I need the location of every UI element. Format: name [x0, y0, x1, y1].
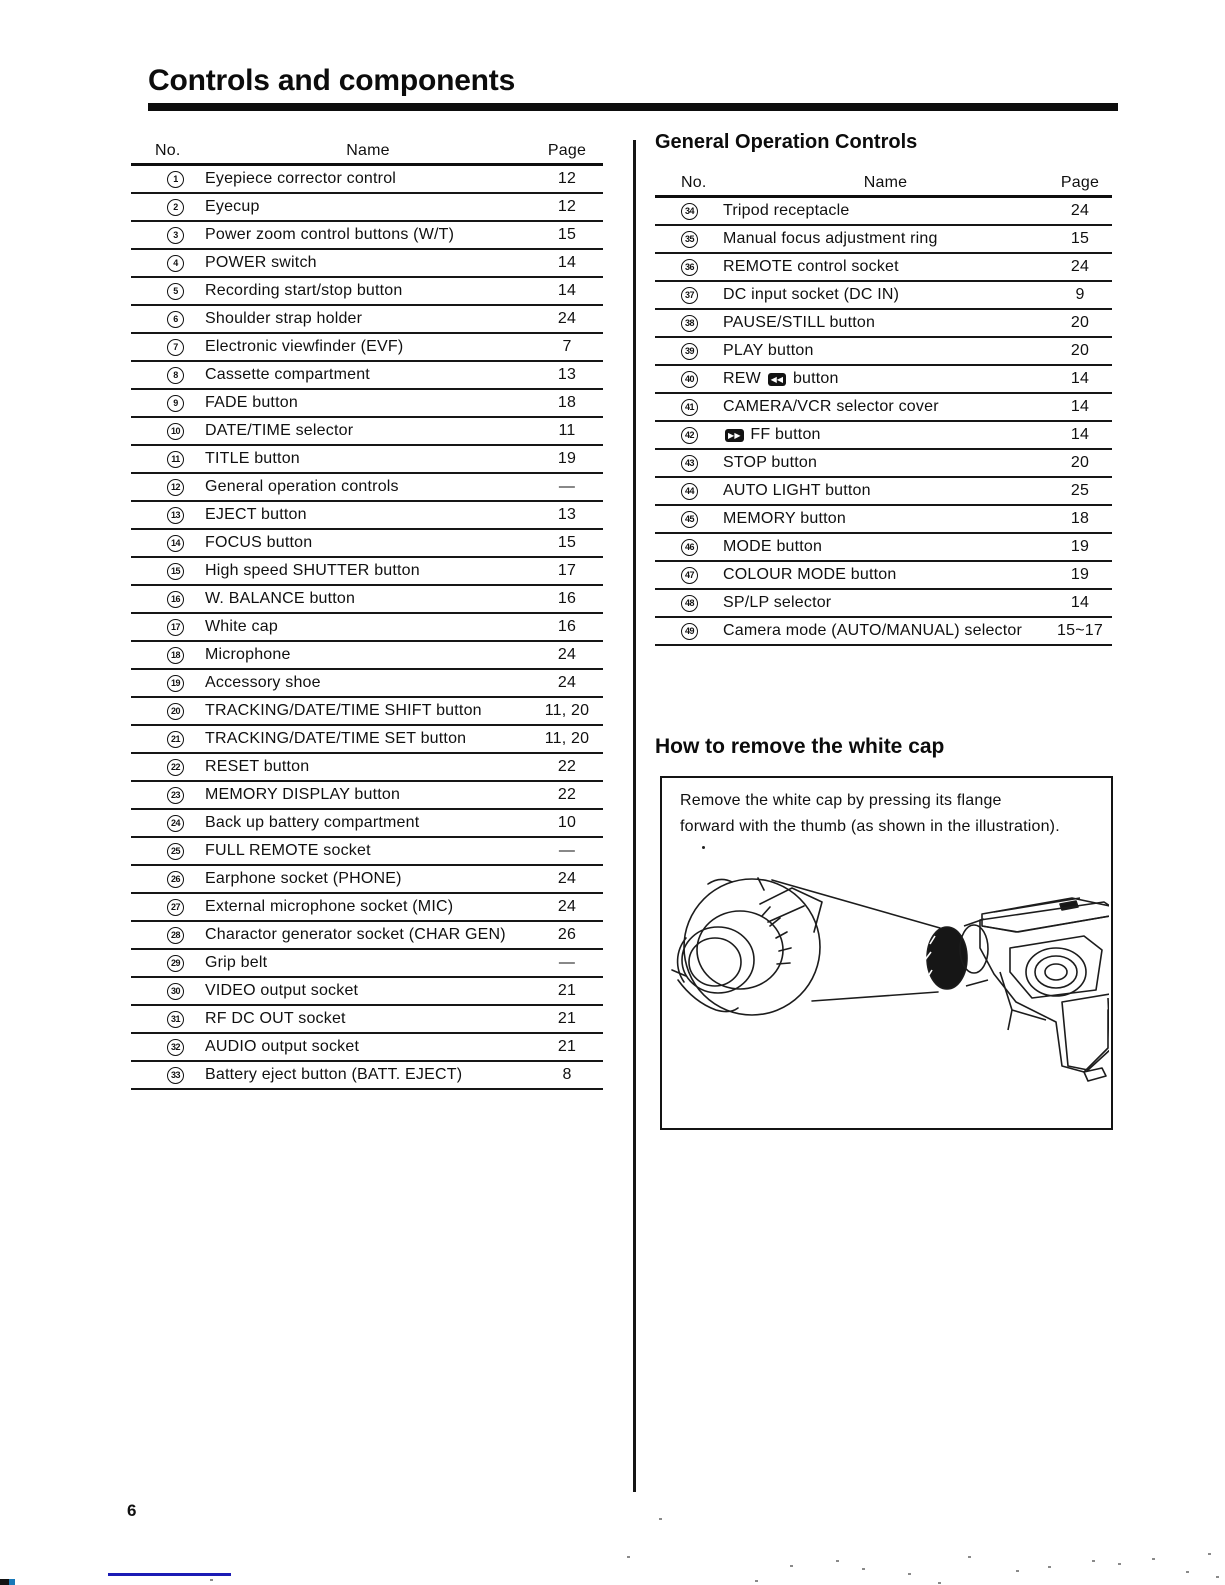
- item-page-number: 16: [557, 618, 577, 635]
- column-header-page: Page: [1060, 173, 1100, 191]
- scan-speck: [702, 846, 705, 849]
- parts-table: [131, 138, 603, 1090]
- item-name: White cap: [205, 618, 278, 635]
- table-row: [131, 530, 603, 558]
- item-number-badge: 22: [167, 759, 184, 776]
- item-name: Earphone socket (PHONE): [205, 870, 402, 887]
- item-page-number: 11: [558, 422, 576, 439]
- item-number-badge: 13: [167, 507, 184, 524]
- item-number-badge: 30: [167, 983, 184, 1000]
- table-row: [131, 418, 603, 446]
- item-page-number: 14: [1070, 398, 1090, 415]
- table-row: [131, 1062, 603, 1090]
- item-page-number: 18: [1070, 510, 1090, 527]
- table-row: [131, 698, 603, 726]
- table-row: [655, 254, 1112, 282]
- item-name: Manual focus adjustment ring: [723, 230, 938, 247]
- table-row: [655, 338, 1112, 366]
- footer-blue-rule: [108, 1573, 231, 1576]
- table-row: [131, 586, 603, 614]
- table-row: [131, 754, 603, 782]
- white-cap-note-box: [660, 776, 1113, 1130]
- corner-scan-mark-blue: [9, 1579, 15, 1585]
- item-page-number: 24: [557, 870, 577, 887]
- item-name: Recording start/stop button: [205, 282, 403, 299]
- item-page-number: 10: [557, 814, 577, 831]
- table-row: [131, 614, 603, 642]
- item-page-number: 24: [1070, 258, 1090, 275]
- item-name: MEMORY button: [723, 510, 846, 527]
- table-row: [131, 390, 603, 418]
- item-number-badge: 34: [681, 203, 698, 220]
- item-name: Back up battery compartment: [205, 814, 420, 831]
- item-number-badge: 9: [167, 395, 184, 412]
- item-number-badge: 17: [167, 619, 184, 636]
- white-cap-instructions: [680, 788, 1060, 840]
- item-page-number: 24: [557, 310, 577, 327]
- table-row: [655, 478, 1112, 506]
- item-page-number: 25: [1070, 482, 1090, 499]
- page-number: 6: [127, 1501, 137, 1520]
- item-number-badge: 19: [167, 675, 184, 692]
- item-name: TRACKING/DATE/TIME SHIFT button: [205, 702, 482, 719]
- table-row: [131, 642, 603, 670]
- table-row: [655, 534, 1112, 562]
- item-page-number: 21: [557, 1010, 577, 1027]
- table-row: [131, 222, 603, 250]
- item-number-badge: 27: [167, 899, 184, 916]
- item-number-badge: 1: [167, 171, 184, 188]
- item-name: FULL REMOTE socket: [205, 842, 371, 859]
- table-header-row: [655, 170, 1112, 198]
- item-name: REW ◀◀ button: [723, 370, 839, 387]
- item-number-badge: 21: [167, 731, 184, 748]
- item-number-badge: 12: [167, 479, 184, 496]
- table-row: [655, 310, 1112, 338]
- item-number-badge: 41: [681, 399, 698, 416]
- table-row: [131, 838, 603, 866]
- table-row: [131, 250, 603, 278]
- item-name: CAMERA/VCR selector cover: [723, 398, 939, 415]
- item-name: TRACKING/DATE/TIME SET button: [205, 730, 467, 747]
- item-page-number: 11, 20: [544, 730, 590, 747]
- item-name: Shoulder strap holder: [205, 310, 363, 327]
- item-name: MODE button: [723, 538, 823, 555]
- item-page-number: 16: [557, 590, 577, 607]
- table-header-row: [131, 138, 603, 166]
- item-number-badge: 45: [681, 511, 698, 528]
- item-page-number: 15: [557, 534, 577, 551]
- table-row: [131, 166, 603, 194]
- item-name: PAUSE/STILL button: [723, 314, 876, 331]
- table-row: [131, 1006, 603, 1034]
- item-name: RF DC OUT socket: [205, 1010, 346, 1027]
- item-page-number: 13: [557, 506, 577, 523]
- item-number-badge: 25: [167, 843, 184, 860]
- item-number-badge: 24: [167, 815, 184, 832]
- table-row: [131, 334, 603, 362]
- item-page-number: 13: [557, 366, 577, 383]
- item-name: Grip belt: [205, 954, 268, 971]
- item-name: Charactor generator socket (CHAR GEN): [205, 926, 506, 943]
- instruction-line-1: Remove the white cap by pressing its flange: [680, 792, 1002, 809]
- item-page-number: 21: [557, 1038, 577, 1055]
- item-name: Eyecup: [205, 198, 260, 215]
- item-number-badge: 16: [167, 591, 184, 608]
- item-name: Cassette compartment: [205, 366, 370, 383]
- table-row: [655, 450, 1112, 478]
- item-page-number: 9: [1075, 286, 1085, 303]
- table-row: [655, 394, 1112, 422]
- table-row: [131, 810, 603, 838]
- item-page-number: 15~17: [1057, 622, 1103, 639]
- ff-icon: ▶▶: [725, 429, 744, 442]
- item-number-badge: 49: [681, 623, 698, 640]
- item-name: Tripod receptacle: [723, 202, 850, 219]
- table-row: [131, 950, 603, 978]
- item-name: VIDEO output socket: [205, 982, 359, 999]
- item-name: TITLE button: [205, 450, 300, 467]
- item-name: FADE button: [205, 394, 298, 411]
- table-row: [131, 558, 603, 586]
- item-number-badge: 48: [681, 595, 698, 612]
- item-page-number: —: [558, 842, 576, 859]
- item-number-badge: 2: [167, 199, 184, 216]
- item-number-badge: 28: [167, 927, 184, 944]
- item-page-number: 14: [1070, 594, 1090, 611]
- table-row: [131, 502, 603, 530]
- item-number-badge: 46: [681, 539, 698, 556]
- item-number-badge: 5: [167, 283, 184, 300]
- table-row: [131, 278, 603, 306]
- item-number-badge: 26: [167, 871, 184, 888]
- table-row: [655, 282, 1112, 310]
- item-name: REMOTE control socket: [723, 258, 899, 275]
- item-name: POWER switch: [205, 254, 317, 271]
- item-number-badge: 40: [681, 371, 698, 388]
- column-header-name: Name: [863, 173, 908, 191]
- column-header-no: No.: [681, 173, 707, 191]
- item-page-number: 12: [557, 170, 577, 187]
- white-cap-heading: How to remove the white cap: [655, 735, 945, 758]
- item-name: FOCUS button: [205, 534, 313, 551]
- item-page-number: 17: [557, 562, 577, 579]
- item-number-badge: 4: [167, 255, 184, 272]
- camcorder-white-cap-illustration: [664, 852, 1109, 1124]
- column-header-name: Name: [346, 141, 390, 159]
- general-controls-table: [655, 170, 1112, 646]
- item-page-number: 24: [557, 674, 577, 691]
- rew-icon: ◀◀: [768, 373, 787, 386]
- item-page-number: 19: [1070, 566, 1090, 583]
- item-name: Accessory shoe: [205, 674, 321, 691]
- table-row: [131, 474, 603, 502]
- table-row: [131, 362, 603, 390]
- item-name: AUDIO output socket: [205, 1038, 360, 1055]
- item-number-badge: 8: [167, 367, 184, 384]
- table-row: [655, 226, 1112, 254]
- item-name: STOP button: [723, 454, 818, 471]
- table-row: [131, 978, 603, 1006]
- table-row: [131, 922, 603, 950]
- item-number-badge: 31: [167, 1011, 184, 1028]
- item-page-number: 26: [557, 926, 577, 943]
- item-page-number: 20: [1070, 342, 1090, 359]
- item-page-number: 21: [557, 982, 577, 999]
- item-name: MEMORY DISPLAY button: [205, 786, 401, 803]
- item-number-badge: 42: [681, 427, 698, 444]
- item-number-badge: 23: [167, 787, 184, 804]
- item-name: Power zoom control buttons (W/T): [205, 226, 455, 243]
- table-row: [131, 866, 603, 894]
- item-name: Eyepiece corrector control: [205, 170, 397, 187]
- item-page-number: 8: [562, 1066, 572, 1083]
- item-number-badge: 6: [167, 311, 184, 328]
- item-number-badge: 36: [681, 259, 698, 276]
- item-number-badge: 35: [681, 231, 698, 248]
- title-underline-rule: [148, 103, 1118, 111]
- table-row: [655, 422, 1112, 450]
- item-name: RESET button: [205, 758, 310, 775]
- item-number-badge: 47: [681, 567, 698, 584]
- item-page-number: —: [558, 954, 576, 971]
- item-page-number: 20: [1070, 314, 1090, 331]
- item-page-number: 12: [557, 198, 577, 215]
- item-page-number: 14: [557, 254, 577, 271]
- item-number-badge: 29: [167, 955, 184, 972]
- table-row: [655, 590, 1112, 618]
- item-page-number: 7: [562, 338, 572, 355]
- item-page-number: 22: [557, 786, 577, 803]
- column-header-page: Page: [547, 141, 587, 159]
- general-operation-controls-heading: General Operation Controls: [655, 131, 918, 153]
- table-row: [131, 446, 603, 474]
- item-name: Microphone: [205, 646, 291, 663]
- table-row: [655, 366, 1112, 394]
- table-row: [655, 562, 1112, 590]
- item-number-badge: 44: [681, 483, 698, 500]
- item-name: PLAY button: [723, 342, 814, 359]
- item-page-number: 15: [1070, 230, 1090, 247]
- item-name: AUTO LIGHT button: [723, 482, 871, 499]
- item-number-badge: 39: [681, 343, 698, 360]
- item-number-badge: 37: [681, 287, 698, 304]
- item-name: Electronic viewfinder (EVF): [205, 338, 404, 355]
- table-row: [131, 894, 603, 922]
- item-number-badge: 11: [167, 451, 184, 468]
- item-page-number: 20: [1070, 454, 1090, 471]
- item-page-number: —: [558, 478, 576, 495]
- corner-scan-mark: [0, 1579, 9, 1585]
- item-name: DATE/TIME selector: [205, 422, 354, 439]
- item-number-badge: 38: [681, 315, 698, 332]
- item-name: SP/LP selector: [723, 594, 832, 611]
- item-page-number: 24: [557, 646, 577, 663]
- item-number-badge: 10: [167, 423, 184, 440]
- item-name: EJECT button: [205, 506, 307, 523]
- column-divider: [633, 140, 636, 1492]
- table-row: [655, 198, 1112, 226]
- item-page-number: 19: [557, 450, 577, 467]
- item-page-number: 15: [557, 226, 577, 243]
- instruction-line-2: forward with the thumb (as shown in the illustration).: [680, 818, 1060, 835]
- item-number-badge: 18: [167, 647, 184, 664]
- item-name: External microphone socket (MIC): [205, 898, 454, 915]
- item-number-badge: 33: [167, 1067, 184, 1084]
- item-number-badge: 43: [681, 455, 698, 472]
- item-page-number: 24: [557, 898, 577, 915]
- item-name: General operation controls: [205, 478, 399, 495]
- item-page-number: 14: [1070, 426, 1090, 443]
- item-page-number: 18: [557, 394, 577, 411]
- table-row: [655, 618, 1112, 646]
- item-name: Camera mode (AUTO/MANUAL) selector: [723, 622, 1023, 639]
- table-row: [131, 782, 603, 810]
- item-page-number: 24: [1070, 202, 1090, 219]
- table-row: [131, 194, 603, 222]
- table-row: [131, 670, 603, 698]
- item-number-badge: 3: [167, 227, 184, 244]
- item-number-badge: 7: [167, 339, 184, 356]
- item-number-badge: 14: [167, 535, 184, 552]
- item-page-number: 19: [1070, 538, 1090, 555]
- item-page-number: 14: [1070, 370, 1090, 387]
- table-row: [131, 1034, 603, 1062]
- item-number-badge: 15: [167, 563, 184, 580]
- item-name: Battery eject button (BATT. EJECT): [205, 1066, 463, 1083]
- item-page-number: 14: [557, 282, 577, 299]
- column-header-no: No.: [155, 141, 181, 159]
- item-page-number: 11, 20: [544, 702, 590, 719]
- item-name: COLOUR MODE button: [723, 566, 897, 583]
- table-row: [131, 306, 603, 334]
- item-name: ▶▶ FF button: [723, 427, 1048, 443]
- table-row: [655, 506, 1112, 534]
- table-row: [131, 726, 603, 754]
- item-name: High speed SHUTTER button: [205, 562, 420, 579]
- item-name: DC input socket (DC IN): [723, 286, 900, 303]
- item-page-number: 22: [557, 758, 577, 775]
- item-number-badge: 32: [167, 1039, 184, 1056]
- item-number-badge: 20: [167, 703, 184, 720]
- item-name: W. BALANCE button: [205, 590, 356, 607]
- page-title: Controls and components: [148, 64, 516, 97]
